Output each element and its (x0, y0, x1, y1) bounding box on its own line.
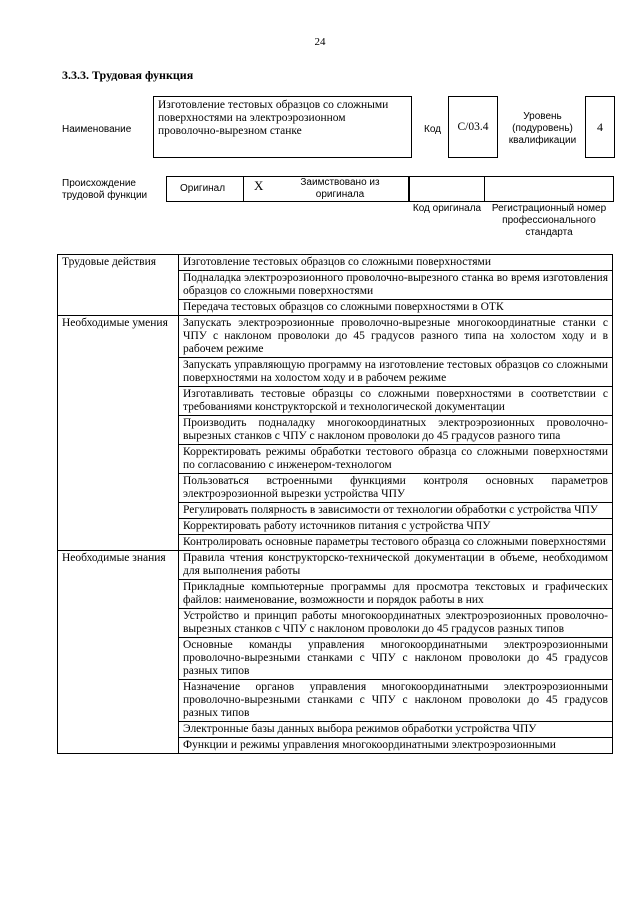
table-row: Электронные базы данных выбора режимов обработки устройства ЧПУ (179, 722, 613, 738)
table-row: Корректировать работу источников питания с устройства ЧПУ (179, 519, 613, 535)
table-row: Изготовление тестовых образцов со сложными поверхностями (179, 255, 613, 271)
table-row: Прикладные компьютерные программы для просмотра текстовых и графических файлов: наименование, возможности и порядок работы в них (179, 580, 613, 609)
reg-number-label: Регистрационный номер профессионального стандарта (491, 203, 607, 238)
code-value: С/03.4 (448, 96, 498, 158)
section-label: Трудовые действия (58, 255, 179, 316)
code-original-label: Код оригинала (412, 203, 482, 214)
original-label: Оригинал (180, 183, 226, 194)
table-row: Функции и режимы управления многокоординатными электроэрозионными (179, 738, 613, 754)
table-row: Подналадка электроэрозионного проволочно-вырезного станка во время изготовления образцов со сложными поверхностями (179, 271, 613, 300)
origin-divider (243, 176, 244, 202)
section-label: Необходимые умения (58, 316, 179, 551)
level-label: Уровень (подуровень) квалификации (508, 111, 577, 146)
section-label: Необходимые знания (58, 551, 179, 754)
table-row: Устройство и принцип работы многокоординатных электроэрозионных проволочно-вырезных станков с ЧПУ с наклоном проволоки до 45 градусов разных типов (179, 609, 613, 638)
table-row: Пользоваться встроенными функциями контроля основных параметров электроэрозионной вырезки устройства ЧПУ (179, 474, 613, 503)
name-value: Изготовление тестовых образцов со сложными поверхностями на электроэрозионном проволочно-вырезном станке (153, 96, 412, 158)
code-original-box (409, 176, 485, 202)
table-row: Запускать управляющую программу на изготовление тестовых образцов со сложными поверхностями на холостом ходу и в рабочем режиме (179, 358, 613, 387)
table-row: Запускать электроэрозионные проволочно-вырезные многокоординатные станки с ЧПУ с наклоном проволоки до 45 градусов разного типа на холостом ходу и в рабочем режиме (179, 316, 613, 358)
page-number: 24 (314, 36, 326, 48)
table-row: Правила чтения конструкторско-технической документации в объеме, необходимом для выполнения работы (179, 551, 613, 580)
name-label: Наименование (62, 124, 132, 135)
origin-label: Происхождение трудовой функции (62, 178, 148, 201)
level-value: 4 (585, 96, 615, 158)
table-row: Изготавливать тестовые образцы со сложными поверхностями в соответствии с требованиями конструкторской и технологической документации (179, 387, 613, 416)
table-row: Основные команды управления многокоординатными электроэрозионными проволочно-вырезными станками с ЧПУ с наклоном проволоки до 45 градусов разных типов (179, 638, 613, 680)
section-title: 3.3.3. Трудовая функция (62, 68, 194, 82)
table-row: Передача тестовых образцов со сложными поверхностями в ОТК (179, 300, 613, 316)
borrowed-label: Заимствовано из оригинала (300, 177, 380, 200)
table-row: Производить подналадку многокоординатных электроэрозионных проволочно-вырезных станков с ЧПУ с наклоном проволоки до 45 градусов разного типа (179, 416, 613, 445)
reg-number-box (484, 176, 614, 202)
table-row: Контролировать основные параметры тестового образца со сложными поверхностями (179, 535, 613, 551)
code-label: Код (424, 124, 442, 135)
table-row: Регулировать полярность в зависимости от технологии обработки с устройства ЧПУ (179, 503, 613, 519)
table-row: Корректировать режимы обработки тестового образца со сложными поверхностями по согласованию с инженером-технологом (179, 445, 613, 474)
table-row: Назначение органов управления многокоординатными электроэрозионными проволочно-вырезными станками с ЧПУ с наклоном проволоки до 45 градусов разных типов (179, 680, 613, 722)
labor-function-table (57, 254, 613, 754)
original-mark: X (254, 178, 264, 193)
